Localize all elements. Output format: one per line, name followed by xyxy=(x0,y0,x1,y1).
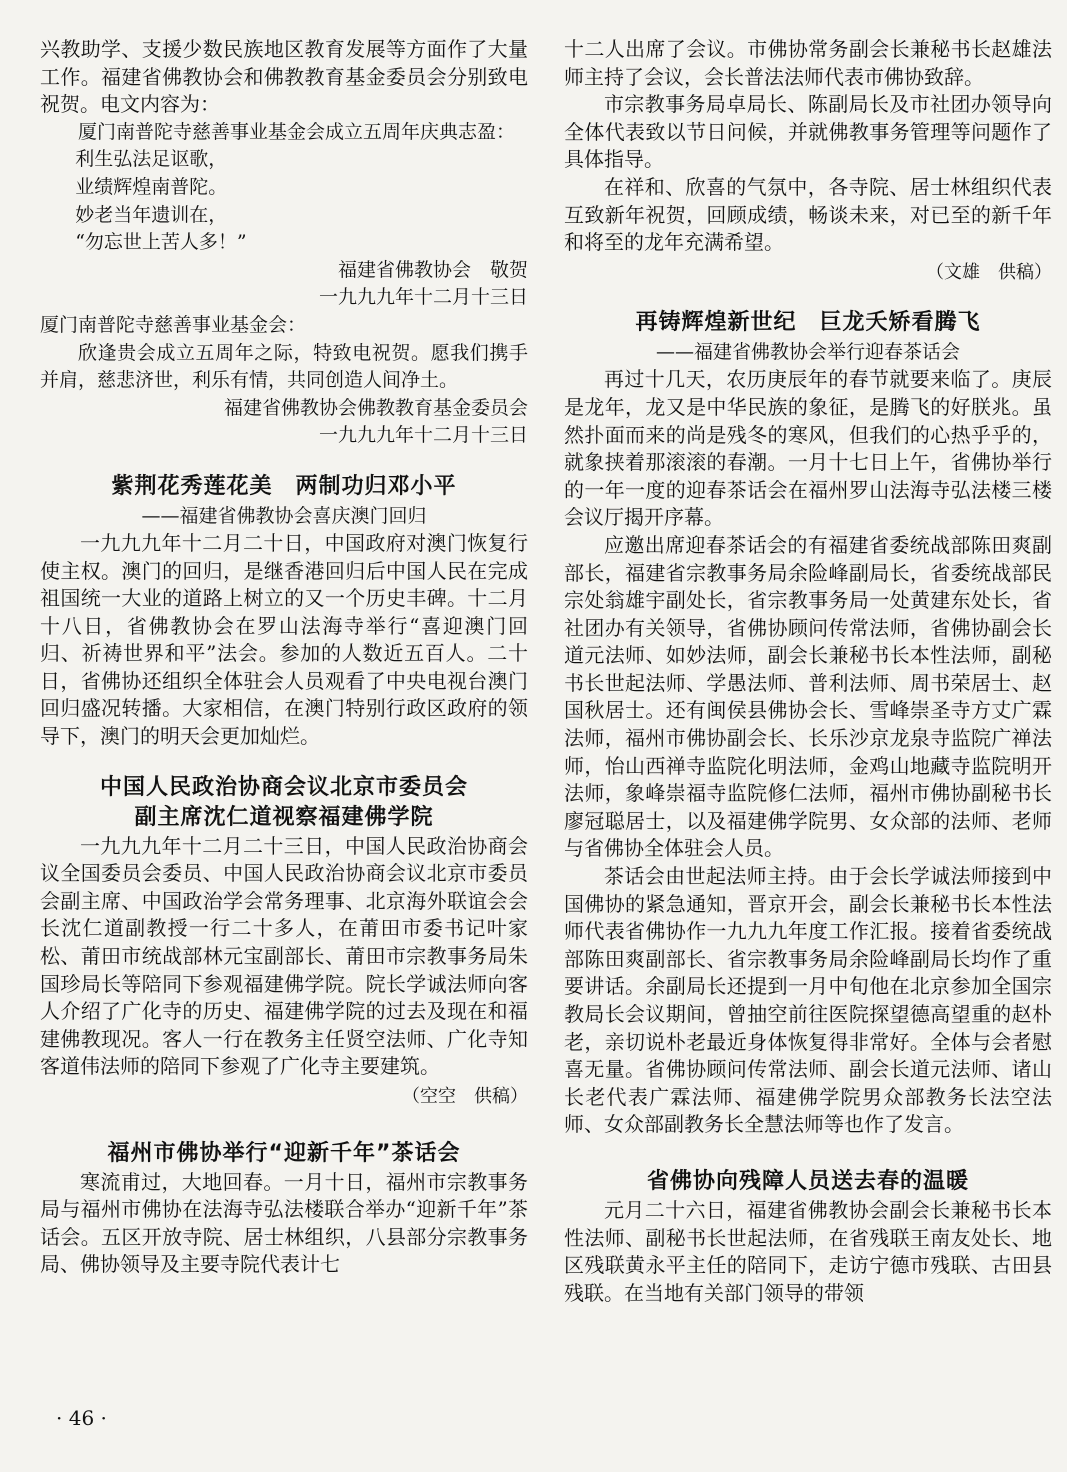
poem-line: 利生弘法足讴歌， xyxy=(75,148,228,171)
article-body: 茶话会由世起法师主持。由于会长学诚法师接到中国佛协的紧急通知，晋京开会，副会长兼秘书长本性法师代表省佛协作一九九九年度工作汇报。接着省委统战部陈田爽副部长、省宗教事务局余险峰副局长均作了重要讲话。余副局长还提到一月中旬他在北京参加全国宗教局长会议期间，曾抽空前往医院探望德高望重的赵朴老，亲切说朴老最近身体恢复得非常好。全体与会者慰喜无量。省佛协顾问传常法师、副会长道元法师、诸山长老代表广霖法师、福建佛学院男众部教务长法空法师、女众部副教务长全慧法师等也作了发言。 xyxy=(564,864,1052,1137)
article-body: 寒流甫过，大地回春。一月十日，福州市宗教事务局与福州市佛协在法海寺弘法楼联合举办“迎新千年”茶话会。五区开放寺院、居士林组织，八县部分宗教事务局、佛协领导及主要寺院代表计七 xyxy=(40,1169,528,1277)
article-body: 应邀出席迎春茶话会的有福建省委统战部陈田爽副部长，福建省宗教事务局余险峰副局长，省委统战部民宗处翁雄宇副处长，省宗教事务局一处黄建东处长，省社团办有关领导，省佛协顾问传常法师，省佛协副会长道元法师、如妙法师，副会长兼秘书长本性法师，副秘书长世起法师、学愚法师、普利法师、周书荣居士、赵国秋居士。还有闽侯县佛协会长、雪峰崇圣寺方丈广霖法师，福州市佛协副会长、长乐沙京龙泉寺监院广禅法师，怡山西禅寺监院化明法师，金鸡山地藏寺监院明开法师，象峰崇福寺监院修仁法师，福州市佛协副秘书长廖冠聪居士，以及福建佛学院男、女众部的法师、老师与省佛协全体驻会人员。 xyxy=(564,532,1052,861)
article-title: 再铸辉煌新世纪 巨龙夭矫看腾飞 xyxy=(635,310,981,336)
article-title-line: 副主席沈仁道视察福建佛学院 xyxy=(134,804,434,830)
message2-body: 欣逢贵会成立五周年之际，特致电祝贺。愿我们携手并肩，慈悲济世，利乐有情，共同创造人间净土。 xyxy=(40,341,528,392)
continued-paragraph: 十二人出席了会议。市佛协常务副会长兼秘书长赵雄法师主持了会议，会长普法法师代表市佛协致辞。 xyxy=(564,37,1052,89)
congratulatory-poem xyxy=(40,146,528,256)
poem-line: 妙老当年遗训在， xyxy=(75,203,228,226)
continued-paragraph: 在祥和、欣喜的气氛中，各寺院、居士林组织代表互致新年祝贺，回顾成绩，畅谈未来，对已至的新千年和将至的龙年充满希望。 xyxy=(564,174,1052,255)
intro-paragraph: 兴教助学、支援少数民族地区教育发展等方面作了大量工作。福建省佛教协会和佛教教育基金委员会分别致电祝贺。电文内容为： xyxy=(40,37,528,117)
article-subtitle: ——福建省佛教协会举行迎春茶话会 xyxy=(655,341,960,364)
right-column xyxy=(564,36,1052,1307)
message1-signature: 福建省佛教协会 敬贺 xyxy=(337,258,528,281)
message1-header: 厦门南普陀寺慈善事业基金会成立五周年庆典志盈： xyxy=(78,120,516,143)
article-credit: （空空 供稿） xyxy=(402,1086,528,1107)
article-title: 紫荆花秀莲花美 两制功归邓小平 xyxy=(111,473,457,499)
continued-paragraph: 市宗教事务局卓局长、陈副局长及市社团办领导向全体代表致以节日问候，并就佛教事务管理等问题作了具体指导。 xyxy=(564,92,1052,172)
article-body: 一九九九年十二月二十日，中国政府对澳门恢复行使主权。澳门的回归，是继香港回归后中国人民在完成祖国统一大业的道路上树立的又一个历史丰碑。十二月十八日，省佛教协会在罗山法海寺举行“喜迎澳门回归、祈祷世界和平”法会。参加的人数近五百人。二十日，省佛协还组织全体驻会人员观看了中央电视台澳门回归盛况转播。大家相信，在澳门特别行政区政府的领导下，澳门的明天会更加灿烂。 xyxy=(40,530,528,749)
article-title: 福州市佛协举行“迎新千年”茶话会 xyxy=(107,1140,461,1166)
message2-date: 一九九九年十二月十三日 xyxy=(318,424,528,447)
page-number: · 46 · xyxy=(56,1406,107,1430)
message2-header: 厦门南普陀寺慈善事业基金会： xyxy=(40,313,307,336)
poem-line: “勿忘世上苦人多！” xyxy=(75,231,247,254)
article-title: 省佛协向残障人员送去春的温暖 xyxy=(646,1168,969,1194)
article-subtitle: ——福建省佛教协会喜庆澳门回归 xyxy=(141,504,427,527)
article-body: 再过十几天，农历庚辰年的春节就要来临了。庚辰是龙年，龙又是中华民族的象征，是腾飞的好朕兆。虽然扑面而来的尚是残冬的寒风，但我们的心热乎乎的，就象挟着那滚滚的春潮。一月十七日上午，省佛协举行的一年一度的迎春茶话会在福州罗山法海寺弘法楼三楼会议厅揭开序幕。 xyxy=(564,367,1052,530)
article-body: 元月二十六日，福建省佛教协会副会长兼秘书长本性法师、副秘书长世起法师，在省残联王南友处长、地区残联黄永平主任的陪同下，走访宁德市残联、古田县残联。在当地有关部门领导的带领 xyxy=(564,1197,1052,1305)
article-credit: （文雄 供稿） xyxy=(926,261,1052,283)
message1-date: 一九九九年十二月十三日 xyxy=(318,286,528,309)
article-title-line: 中国人民政治协商会议北京市委员会 xyxy=(99,774,468,800)
poem-line: 业绩辉煌南普陀。 xyxy=(75,175,228,198)
left-column xyxy=(40,36,528,1279)
article-body: 一九九九年十二月二十三日，中国人民政治协商会议全国委员会委员、中国人民政治协商会议北京市委员会副主席、中国政治学会常务理事、北京海外联谊会会长沈仁道副教授一行二十多人，在莆田市委书记叶家松、莆田市统战部林元宝副部长、莆田市宗教事务局朱国珍局长等陪同下参观福建佛学院。院长学诚法师向客人介绍了广化寺的历史、福建佛学院的过去及现在和福建佛教现况。客人一行在教务主任贤空法师、广化寺知客道伟法师的陪同下参观了广化寺主要建筑。 xyxy=(40,833,528,1079)
message2-signature: 福建省佛教协会佛教教育基金委员会 xyxy=(223,396,528,419)
